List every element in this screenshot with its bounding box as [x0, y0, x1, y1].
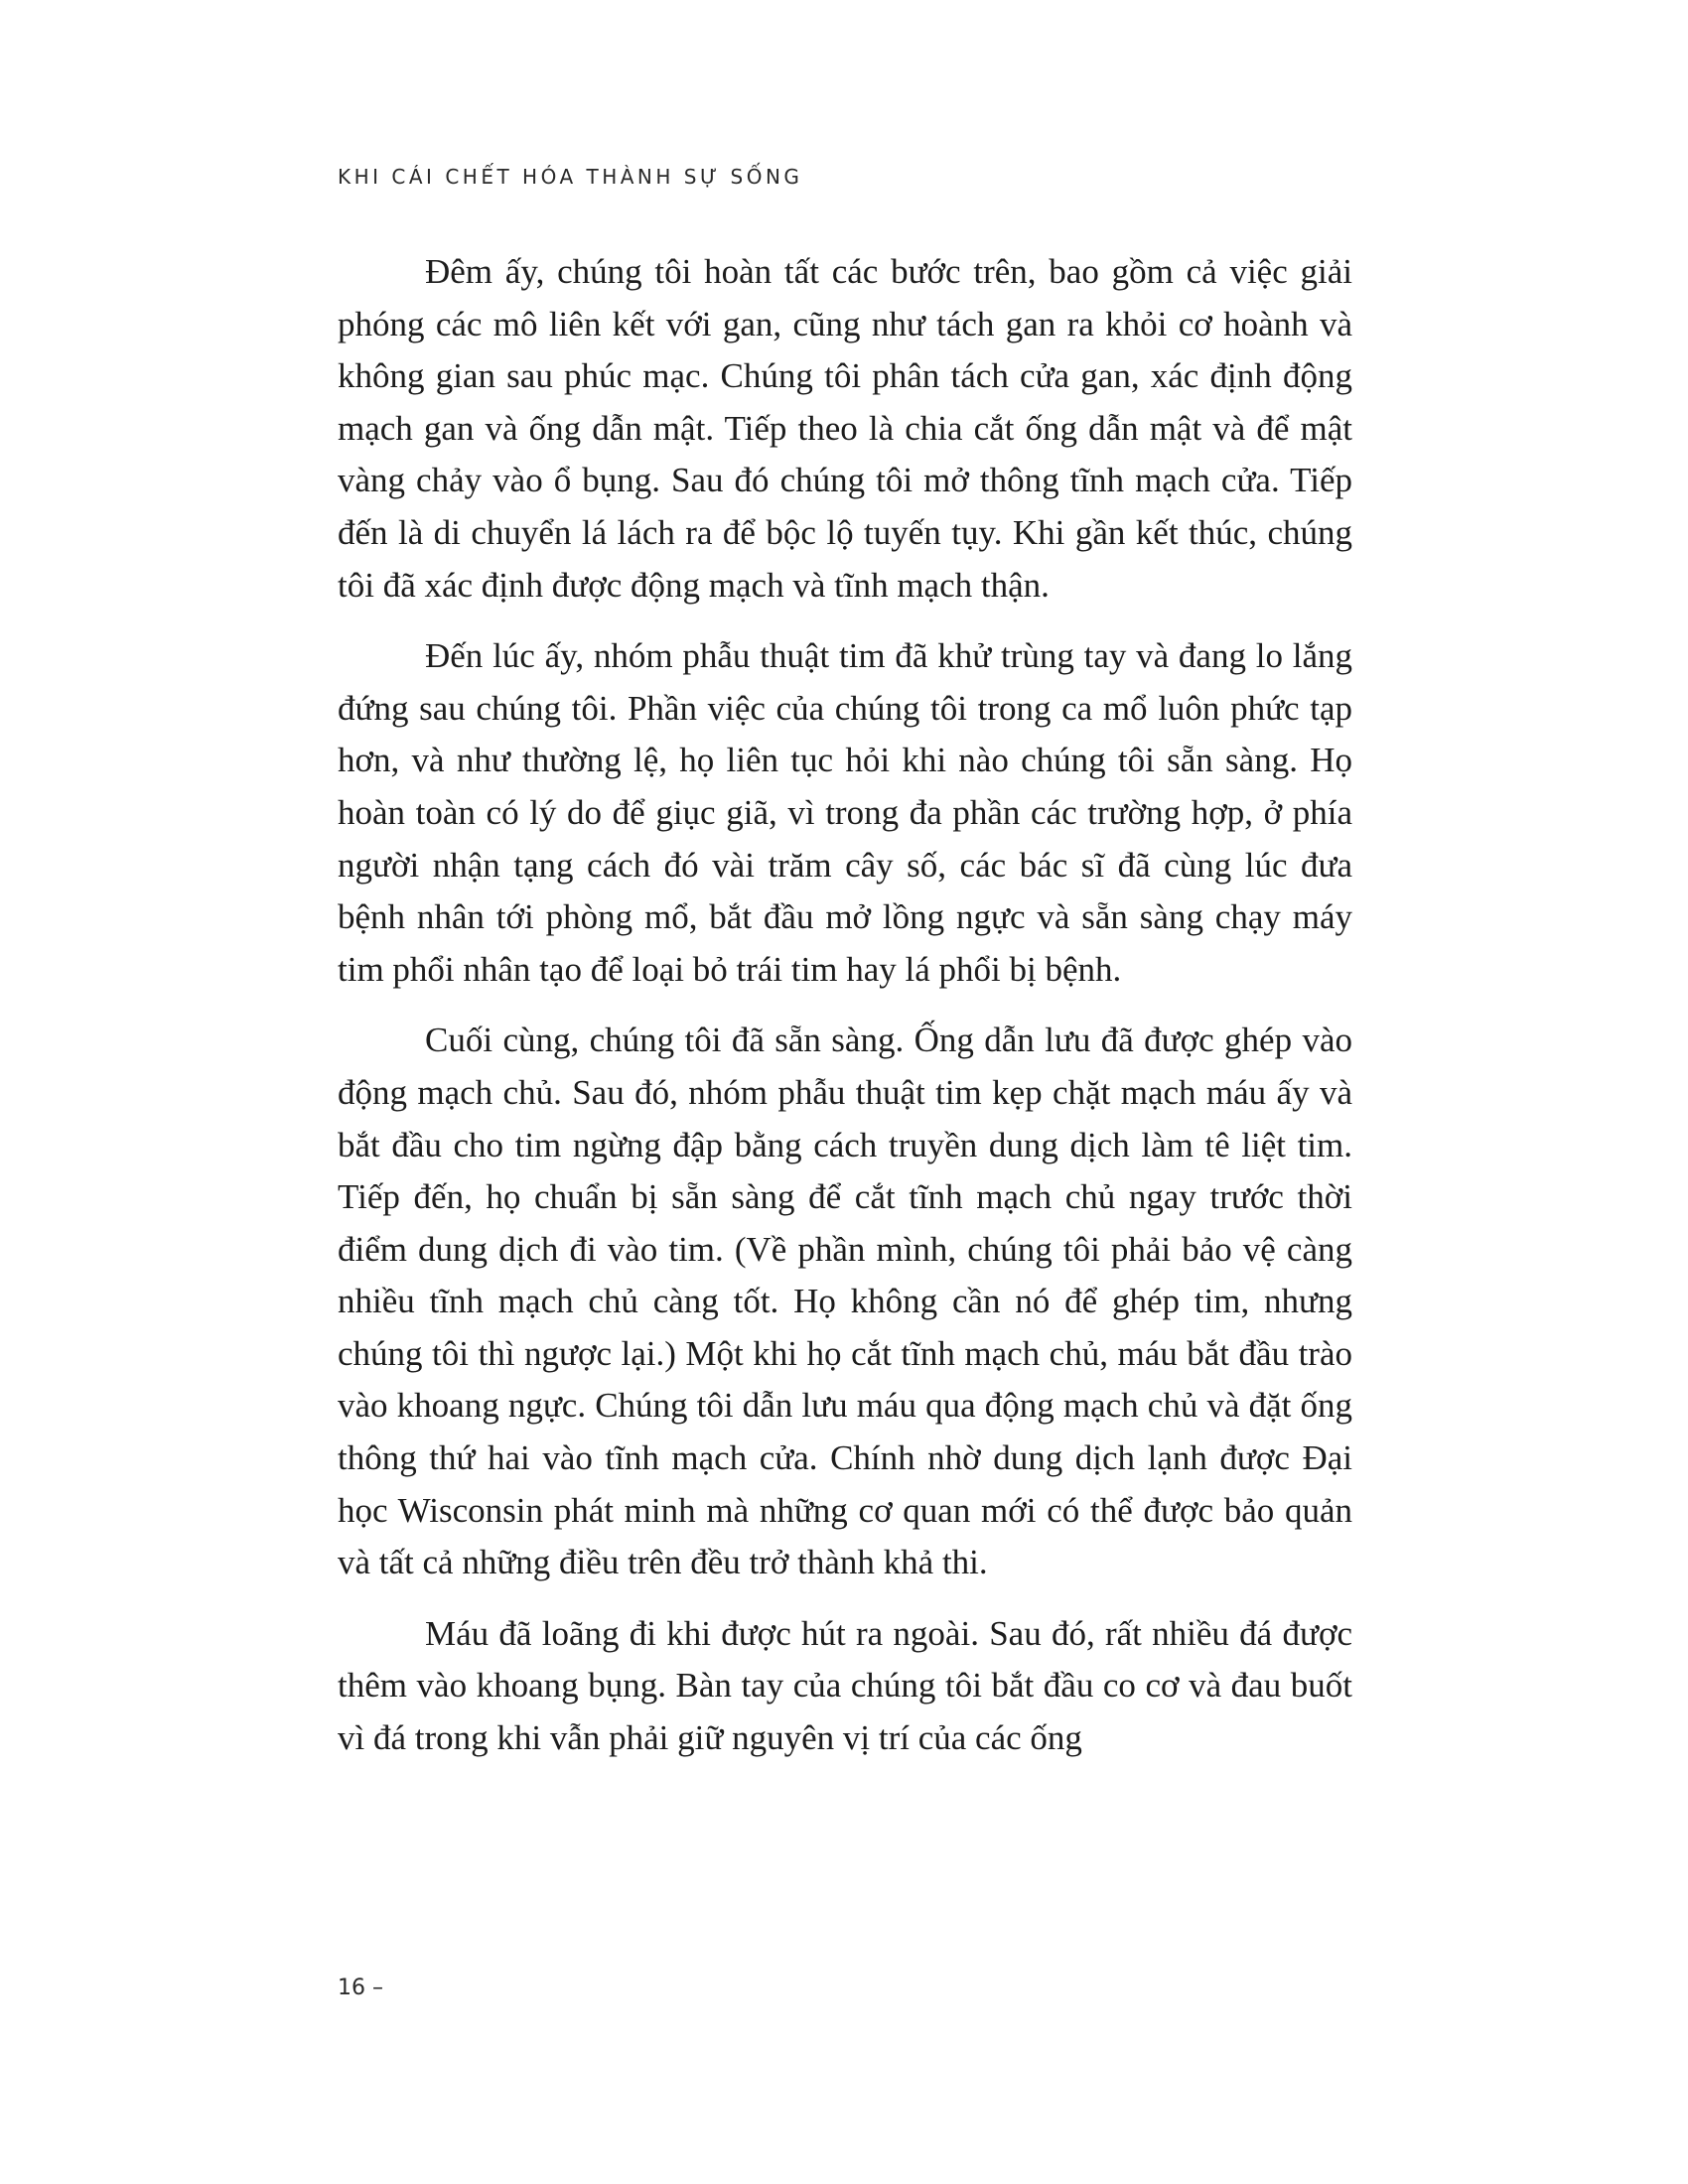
body-text	[338, 246, 1352, 1784]
running-header: KHI CÁI CHẾT HÓA THÀNH SỰ SỐNG	[338, 165, 803, 189]
paragraph: Đến lúc ấy, nhóm phẫu thuật tim đã khử trùng tay và đang lo lắng đứng sau chúng tôi. Phần việc của chúng tôi trong ca mổ luôn phức tạp hơn, và như thường lệ, họ liên tục hỏi khi nào chúng tôi sẵn sàng. Họ hoàn toàn có lý do để giục giã, vì trong đa phần các trường hợp, ở phía người nhận tạng cách đó vài trăm cây số, các bác sĩ đã cùng lúc đưa bệnh nhân tới phòng mổ, bắt đầu mở lồng ngực và sẵn sàng chạy máy tim phổi nhân tạo để loại bỏ trái tim hay lá phổi bị bệnh.	[338, 636, 1352, 989]
paragraph: Cuối cùng, chúng tôi đã sẵn sàng. Ống dẫn lưu đã được ghép vào động mạch chủ. Sau đó, nhóm phẫu thuật tim kẹp chặt mạch máu ấy và bắt đầu cho tim ngừng đập bằng cách truyền dung dịch làm tê liệt tim. Tiếp đến, họ chuẩn bị sẵn sàng để cắt tĩnh mạch chủ ngay trước thời điểm dung dịch đi vào tim. (Về phần mình, chúng tôi phải bảo vệ càng nhiều tĩnh mạch chủ càng tốt. Họ không cần nó để ghép tim, nhưng chúng tôi thì ngược lại.) Một khi họ cắt tĩnh mạch chủ, máu bắt đầu trào vào khoang ngực. Chúng tôi dẫn lưu máu qua động mạch chủ và đặt ống thông thứ hai vào tĩnh mạch cửa. Chính nhờ dung dịch lạnh được Đại học Wisconsin phát minh mà những cơ quan mới có thể được bảo quản và tất cả những điều trên đều trở thành khả thi.	[338, 1021, 1352, 1582]
page-number: 16 –	[338, 1976, 383, 2000]
paragraph: Đêm ấy, chúng tôi hoàn tất các bước trên, bao gồm cả việc giải phóng các mô liên kết với gan, cũng như tách gan ra khỏi cơ hoành và không gian sau phúc mạc. Chúng tôi phân tách cửa gan, xác định động mạch gan và ống dẫn mật. Tiếp theo là chia cắt ống dẫn mật và để mật vàng chảy vào ổ bụng. Sau đó chúng tôi mở thông tĩnh mạch cửa. Tiếp đến là di chuyển lá lách ra để bộc lộ tuyến tụy. Khi gần kết thúc, chúng tôi đã xác định được động mạch và tĩnh mạch thận.	[338, 252, 1352, 605]
paragraph: Máu đã loãng đi khi được hút ra ngoài. Sau đó, rất nhiều đá được thêm vào khoang bụng. Bàn tay của chúng tôi bắt đầu co cơ và đau buốt vì đá trong khi vẫn phải giữ nguyên vị trí của các ống	[338, 1613, 1352, 1758]
